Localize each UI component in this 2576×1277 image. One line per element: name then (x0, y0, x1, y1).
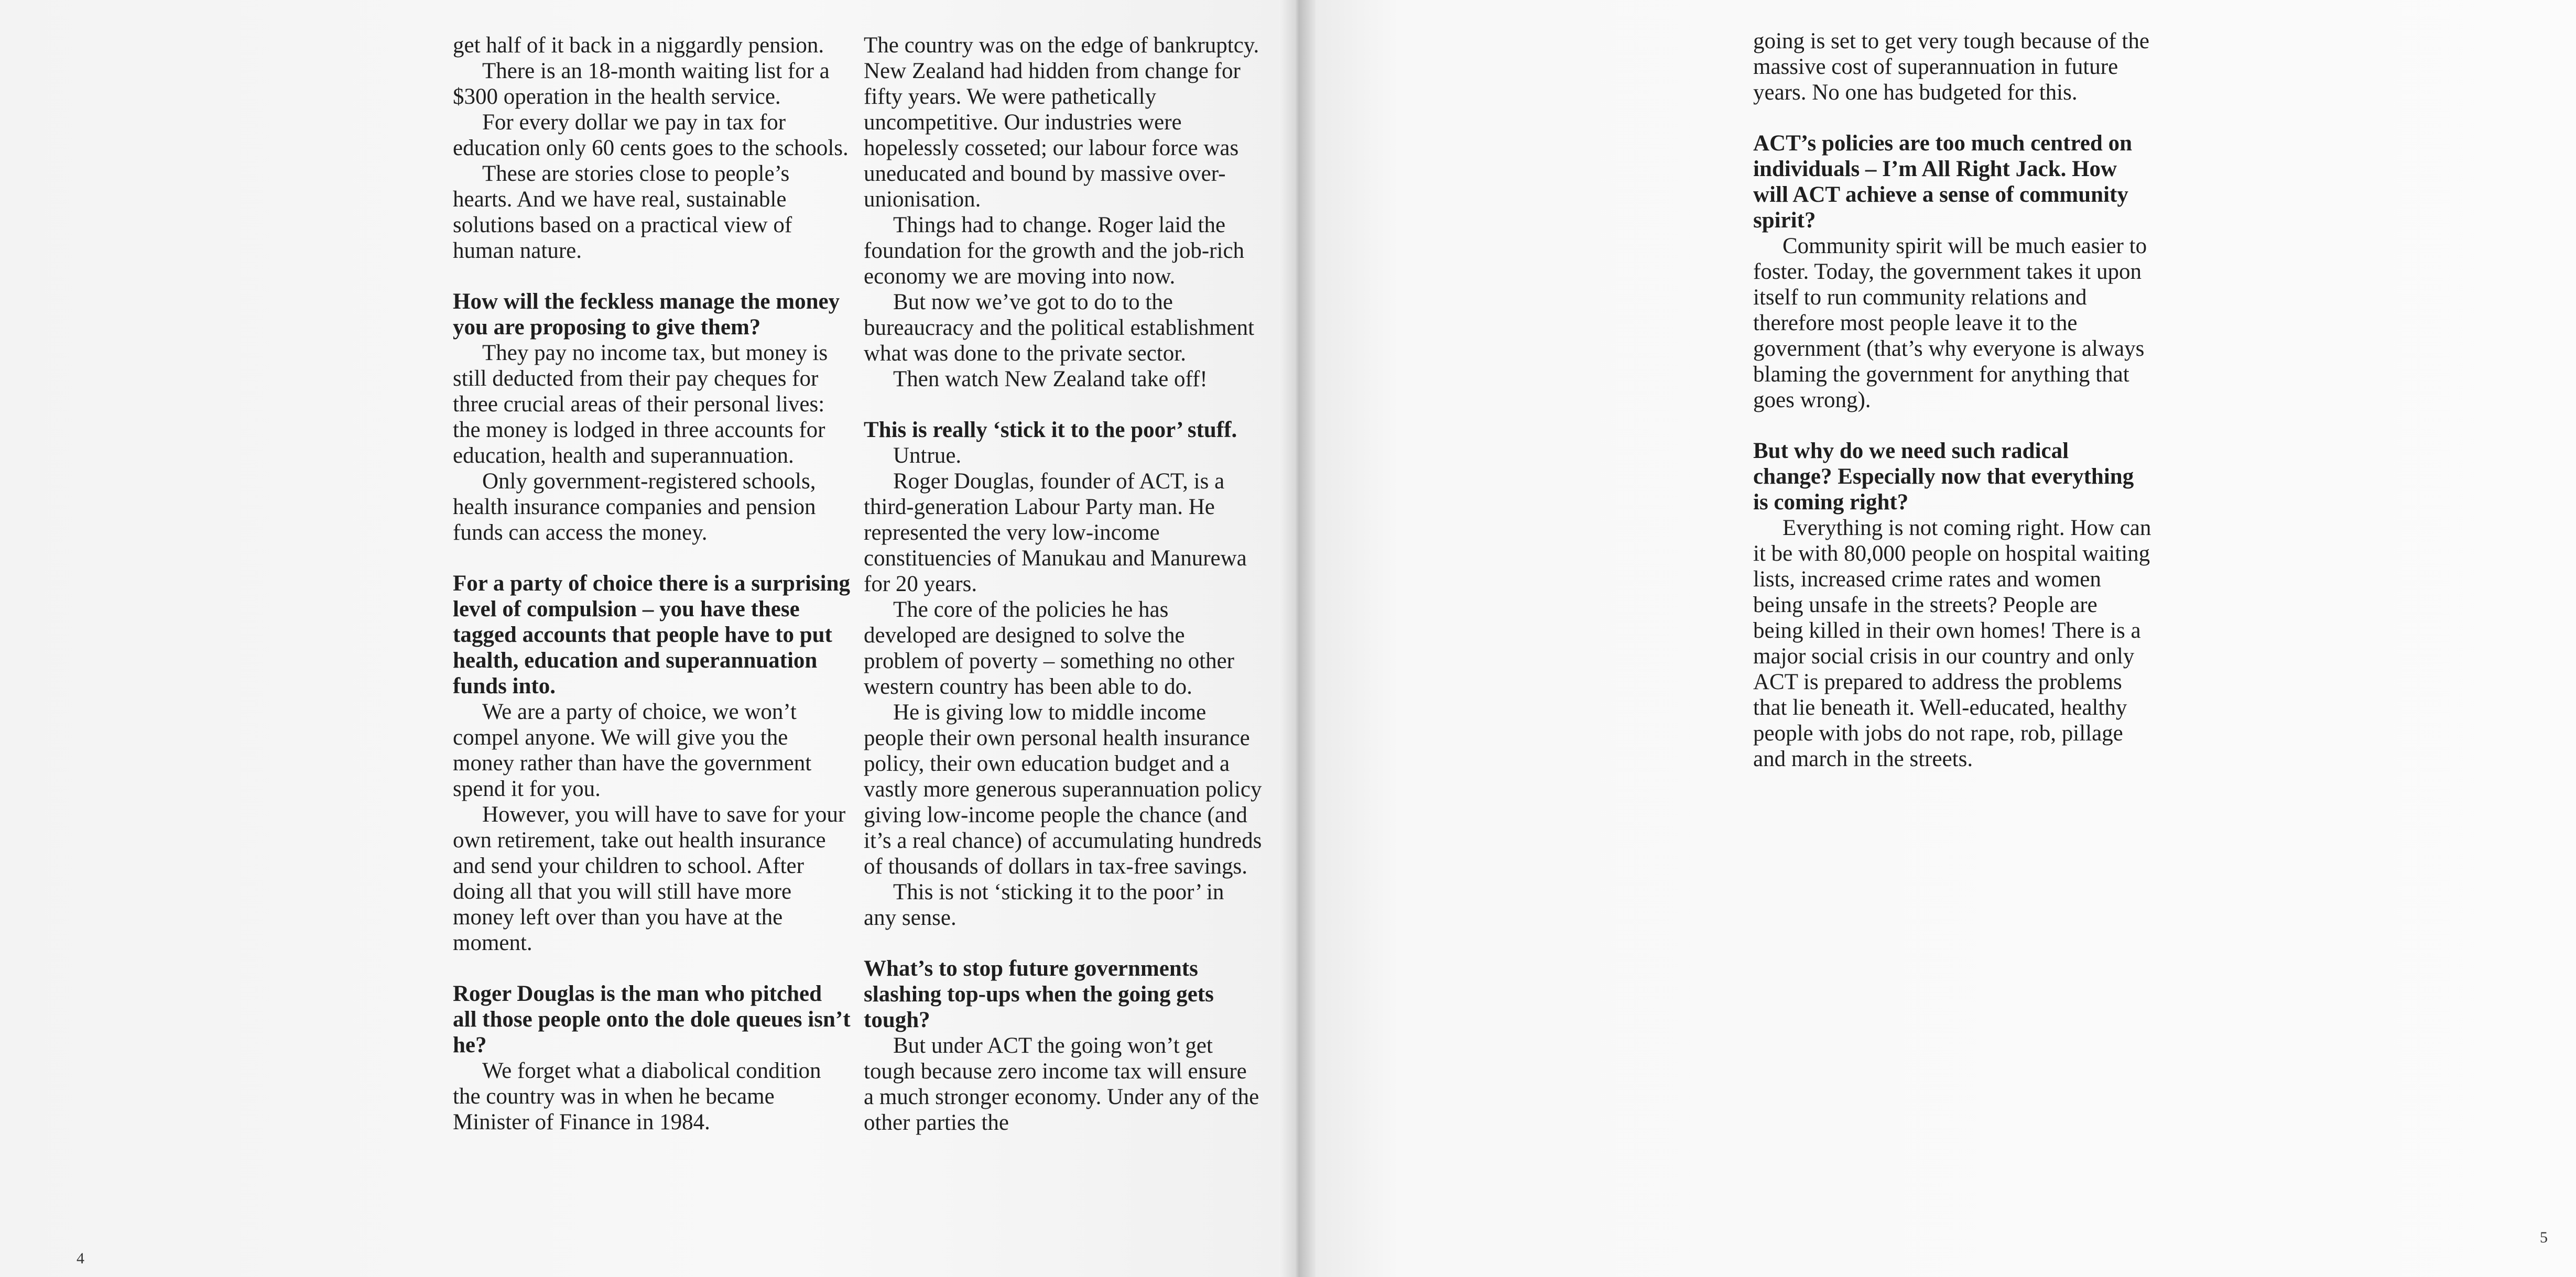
question-heading: This is really ‘stick it to the poor’ stuff. (864, 418, 1237, 442)
body-paragraph: Roger Douglas, founder of ACT, is a third-generation Labour Party man. He represented the very low-income constituencies of Manukau and Manurewa for 20 years. (864, 469, 1247, 596)
body-paragraph: However, you will have to save for your own retirement, take out health insurance and send your children to school. After doing all that you will still have more money left over than you have at the moment. (453, 802, 846, 955)
question-heading: Roger Douglas is the man who pitched all those people onto the dole queues isn’t he? (453, 981, 851, 1057)
body-paragraph: These are stories close to people’s hearts. And we have real, sustainable solutions based on a practical view of human nature. (453, 161, 792, 263)
text-column-3 (1753, 28, 2151, 772)
question-heading: But why do we need such radical change? Especially now that everything is coming right? (1753, 439, 2134, 515)
body-paragraph: For every dollar we pay in tax for education only 60 cents goes to the schools. (453, 110, 849, 160)
text-column-2 (864, 32, 1262, 1136)
book-gutter (1279, 0, 1316, 1277)
question-heading: How will the feckless manage the money you are proposing to give them? (453, 289, 840, 340)
body-paragraph: But now we’ve got to do to the bureaucracy and the political establishment what was done to the private sector. (864, 290, 1255, 366)
body-paragraph: Then watch New Zealand take off! (893, 367, 1208, 391)
body-paragraph: This is not ‘sticking it to the poor’ in any sense. (864, 880, 1224, 930)
body-paragraph: going is set to get very tough because of the massive cost of superannuation in future years. No one has budgeted for this. (1753, 29, 2149, 105)
body-paragraph: Everything is not coming right. How can it be with 80,000 people on hospital waiting lists, increased crime rates and women being unsafe in the streets? People are being killed in their own homes! There is a major social crisis in our country and only ACT is prepared to address the problems that lie beneath it. Well-educated, healthy people with jobs do not rape, rob, pillage and march in the streets. (1753, 516, 2151, 771)
body-paragraph: There is an 18-month waiting list for a $300 operation in the health service. (453, 59, 830, 109)
body-paragraph: Things had to change. Roger laid the foundation for the growth and the job-rich economy we are moving into now. (864, 213, 1245, 289)
body-paragraph: Untrue. (893, 443, 962, 468)
body-paragraph: get half of it back in a niggardly pension. (453, 33, 824, 58)
text-column-1 (453, 32, 851, 1135)
body-paragraph: Only government-registered schools, health insurance companies and pension funds can access the money. (453, 469, 816, 545)
body-paragraph: They pay no income tax, but money is still deducted from their pay cheques for three crucial areas of their personal lives: the money is lodged in three accounts for education, health and superannuation. (453, 341, 828, 468)
question-heading: For a party of choice there is a surprising level of compulsion – you have these tagged accounts that people have to put health, education and superannuation funds into. (453, 571, 851, 698)
body-paragraph: The country was on the edge of bankruptcy. New Zealand had hidden from change for fifty years. We were pathetically uncompetitive. Our industries were hopelessly cosseted; our labour force was uneducated and bound by massive over-unionisation. (864, 33, 1259, 212)
body-paragraph: Community spirit will be much easier to foster. Today, the government takes it upon itself to run community relations and therefore most people leave it to the government (that’s why everyone is always blaming the government for anything that goes wrong). (1753, 234, 2147, 412)
body-paragraph: The core of the policies he has developed are designed to solve the problem of poverty – something no other western country has been able to do. (864, 597, 1234, 699)
page-number-right: 5 (2540, 1229, 2548, 1246)
body-paragraph: We are a party of choice, we won’t compel anyone. We will give you the money rather than have the government spend it for you. (453, 700, 812, 801)
page-number-left: 4 (77, 1250, 84, 1267)
body-paragraph: But under ACT the going won’t get tough because zero income tax will ensure a much stronger economy. Under any of the other parties the (864, 1033, 1259, 1135)
body-paragraph: We forget what a diabolical condition the country was in when he became Minister of Finance in 1984. (453, 1058, 821, 1134)
question-heading: What’s to stop future governments slashing top-ups when the going gets tough? (864, 956, 1214, 1032)
body-paragraph: He is giving low to middle income people their own personal health insurance policy, their own education budget and a vastly more generous superannuation policy giving low-income people the chance (and it’s a real chance) of accumulating hundreds of thousands of dollars in tax-free savings. (864, 700, 1262, 879)
question-heading: ACT’s policies are too much centred on individuals – I’m All Right Jack. How will ACT achieve a sense of community spirit? (1753, 131, 2132, 233)
